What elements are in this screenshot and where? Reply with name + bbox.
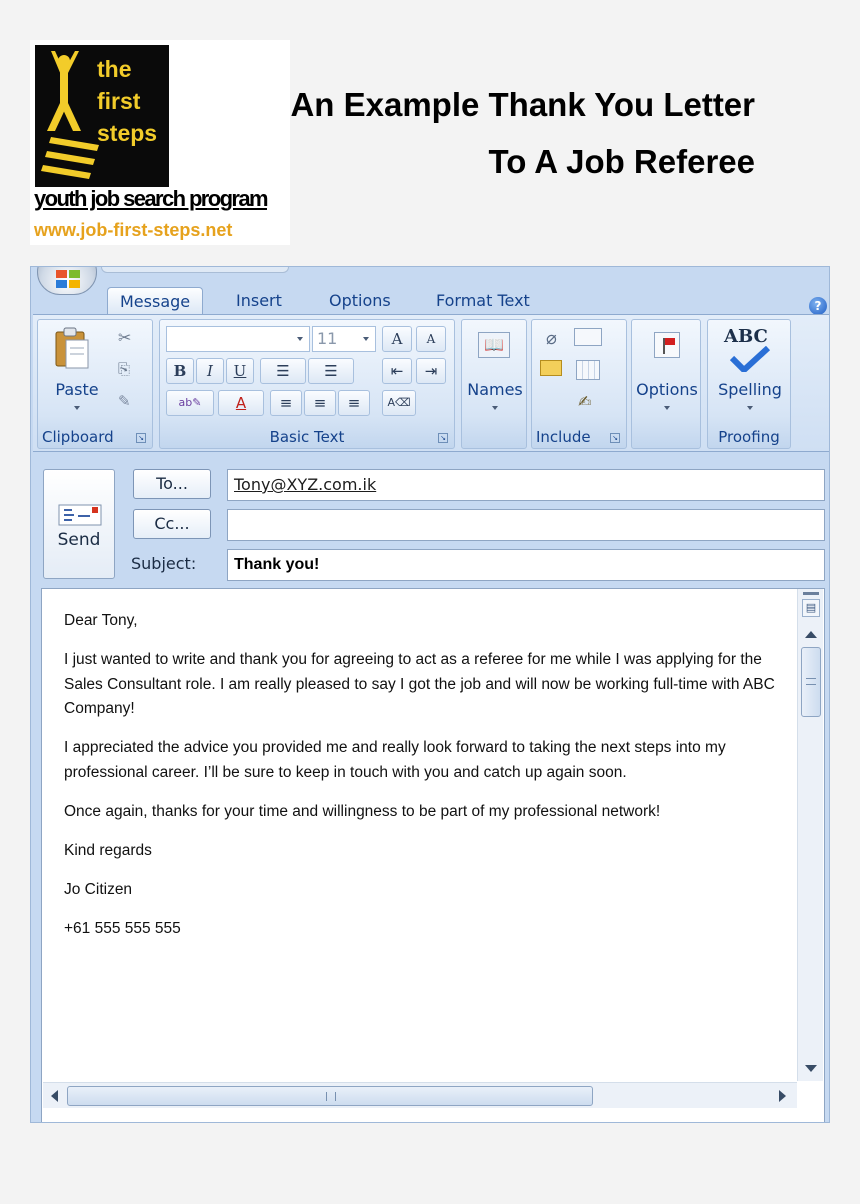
help-icon[interactable]: ? xyxy=(809,297,827,315)
scroll-down-icon[interactable] xyxy=(805,1065,817,1072)
align-right-button[interactable] xyxy=(338,390,370,416)
cc-field[interactable] xyxy=(227,509,825,541)
send-button[interactable] xyxy=(43,469,115,579)
copy-icon[interactable]: ⎘ xyxy=(118,360,131,378)
increase-indent-icon: ⇥ xyxy=(424,362,438,380)
attach-item-icon[interactable] xyxy=(540,360,562,376)
to-recipient[interactable]: Tony@XYZ.com.ik xyxy=(234,475,377,494)
proofing-group-label: Proofing xyxy=(718,428,780,446)
horizontal-scroll-thumb[interactable] xyxy=(67,1086,593,1106)
sender-phone: +61 555 555 555 xyxy=(64,919,181,937)
page-title xyxy=(240,76,755,190)
clipboard-launcher-icon[interactable]: ↘ xyxy=(136,433,146,443)
bullets-icon: ☰ xyxy=(276,362,290,380)
subject-field[interactable]: Thank you! xyxy=(227,549,825,581)
calendar-icon[interactable] xyxy=(576,360,600,380)
compose-window xyxy=(30,266,830,1123)
font-size-select[interactable] xyxy=(312,326,376,352)
numbering-icon: ☰ xyxy=(324,362,338,380)
clear-formatting-icon: A⌫ xyxy=(387,396,411,409)
to-button[interactable]: To... xyxy=(133,469,211,499)
title-line-1: An Example Thank You Letter xyxy=(290,86,755,123)
clipboard-group xyxy=(37,319,153,449)
basic-text-launcher-icon[interactable]: ↘ xyxy=(438,433,448,443)
send-label: Send xyxy=(57,530,101,550)
tab-message[interactable]: Message xyxy=(107,287,203,315)
numbering-button[interactable] xyxy=(308,358,354,384)
scroll-right-icon[interactable] xyxy=(779,1090,786,1102)
ruler-toggle-icon[interactable]: ▤ xyxy=(802,599,820,617)
tab-format-text[interactable]: Format Text xyxy=(436,291,530,310)
basic-text-group-label: Basic Text xyxy=(269,428,345,446)
options-dropdown-icon[interactable] xyxy=(664,406,670,410)
font-name-select[interactable] xyxy=(166,326,310,352)
abc-text: ABC xyxy=(724,326,768,347)
message-body[interactable] xyxy=(41,588,825,1123)
align-right-icon: ≡ xyxy=(347,394,361,412)
signature-icon[interactable]: ✍ xyxy=(578,392,592,411)
grip-icon xyxy=(326,1092,336,1101)
split-handle[interactable] xyxy=(803,592,819,595)
include-group-label: Include xyxy=(536,428,591,446)
cut-icon[interactable]: ✂ xyxy=(118,328,132,347)
logo-text xyxy=(97,53,157,149)
bullets-button[interactable] xyxy=(260,358,306,384)
grow-font-button[interactable]: A xyxy=(382,326,412,352)
logo-line: the xyxy=(97,56,132,82)
business-card-icon[interactable] xyxy=(574,328,602,346)
title-line-2: To A Job Referee xyxy=(488,143,755,180)
include-launcher-icon[interactable]: ↘ xyxy=(610,433,620,443)
font-color-button[interactable] xyxy=(218,390,264,416)
logo-line: first xyxy=(97,88,141,114)
send-envelope-icon xyxy=(58,504,102,526)
underline-button[interactable]: U xyxy=(226,358,254,384)
paragraph-1: I just wanted to write and thank you for agreeing to act as a referee for me while I was applying for the Sales Consultant role. I am really pleased to say I got the job and will now be working full-time with ABC Company! xyxy=(64,651,775,717)
names-dropdown-icon[interactable] xyxy=(492,406,498,410)
highlight-icon: ab✎ xyxy=(178,396,202,409)
include-group xyxy=(531,319,627,449)
closing: Kind regards xyxy=(64,841,152,859)
options-group xyxy=(631,319,701,449)
grip-icon xyxy=(806,678,816,685)
logo-line: steps xyxy=(97,120,158,146)
sender-name: Jo Citizen xyxy=(64,880,133,898)
spelling-dropdown-icon[interactable] xyxy=(747,406,753,410)
paste-icon[interactable] xyxy=(52,326,92,370)
scroll-up-icon[interactable] xyxy=(805,631,817,638)
options-label[interactable]: Options xyxy=(636,380,698,399)
ribbon xyxy=(33,314,829,452)
horizontal-scrollbar[interactable] xyxy=(43,1082,797,1108)
align-center-button[interactable] xyxy=(304,390,336,416)
shrink-font-button[interactable]: A xyxy=(416,326,446,352)
align-left-button[interactable] xyxy=(270,390,302,416)
scroll-left-icon[interactable] xyxy=(51,1090,58,1102)
tab-insert[interactable]: Insert xyxy=(236,291,282,310)
paragraph-3: Once again, thanks for your time and willingness to be part of my professional network! xyxy=(64,802,661,820)
decrease-indent-button[interactable] xyxy=(382,358,412,384)
bold-button[interactable]: B xyxy=(166,358,194,384)
address-book-icon[interactable]: 📖 xyxy=(478,332,510,358)
highlight-button[interactable] xyxy=(166,390,214,416)
steps-figure-icon xyxy=(41,51,101,183)
paste-label[interactable]: Paste xyxy=(55,380,99,399)
paste-dropdown-icon[interactable] xyxy=(74,406,80,410)
vertical-scroll-thumb[interactable] xyxy=(801,647,821,717)
decrease-indent-icon: ⇤ xyxy=(390,362,404,380)
message-text[interactable] xyxy=(64,609,776,956)
basic-text-group xyxy=(159,319,455,449)
to-field[interactable] xyxy=(227,469,825,501)
paragraph-2: I appreciated the advice you provided me and really look forward to taking the next steps into my professional career. I’ll be sure to keep in touch with you and catch up again soon. xyxy=(64,739,726,781)
greeting: Dear Tony, xyxy=(64,612,138,629)
proofing-group xyxy=(707,319,791,449)
flag-icon[interactable] xyxy=(654,332,680,358)
tab-options[interactable]: Options xyxy=(329,291,391,310)
logo-url[interactable]: www.job-first-steps.net xyxy=(34,220,233,240)
logo-mark xyxy=(35,45,169,187)
italic-button[interactable]: I xyxy=(196,358,224,384)
attach-file-icon[interactable]: ⌀ xyxy=(546,328,557,349)
spelling-label[interactable]: Spelling xyxy=(718,380,782,399)
font-size-dropdown-icon[interactable] xyxy=(363,337,369,341)
logo-tagline: youth job search program xyxy=(34,186,267,211)
quick-access-toolbar xyxy=(101,267,289,273)
font-color-icon: A xyxy=(235,394,247,412)
align-left-icon: ≡ xyxy=(279,394,293,412)
names-label[interactable]: Names xyxy=(467,380,523,399)
names-group xyxy=(461,319,527,449)
subject-label: Subject: xyxy=(131,554,197,573)
clear-formatting-button[interactable] xyxy=(382,390,416,416)
clipboard-group-label: Clipboard xyxy=(42,428,114,446)
vertical-scrollbar[interactable] xyxy=(797,589,823,1081)
cc-button[interactable]: Cc... xyxy=(133,509,211,539)
ribbon-tabs xyxy=(31,279,830,315)
align-center-icon: ≡ xyxy=(313,394,327,412)
spelling-check-icon[interactable] xyxy=(730,346,770,372)
font-size-value: 11 xyxy=(317,329,338,348)
format-painter-icon[interactable]: ✎ xyxy=(118,392,131,410)
font-dropdown-icon[interactable] xyxy=(297,337,303,341)
increase-indent-button[interactable] xyxy=(416,358,446,384)
